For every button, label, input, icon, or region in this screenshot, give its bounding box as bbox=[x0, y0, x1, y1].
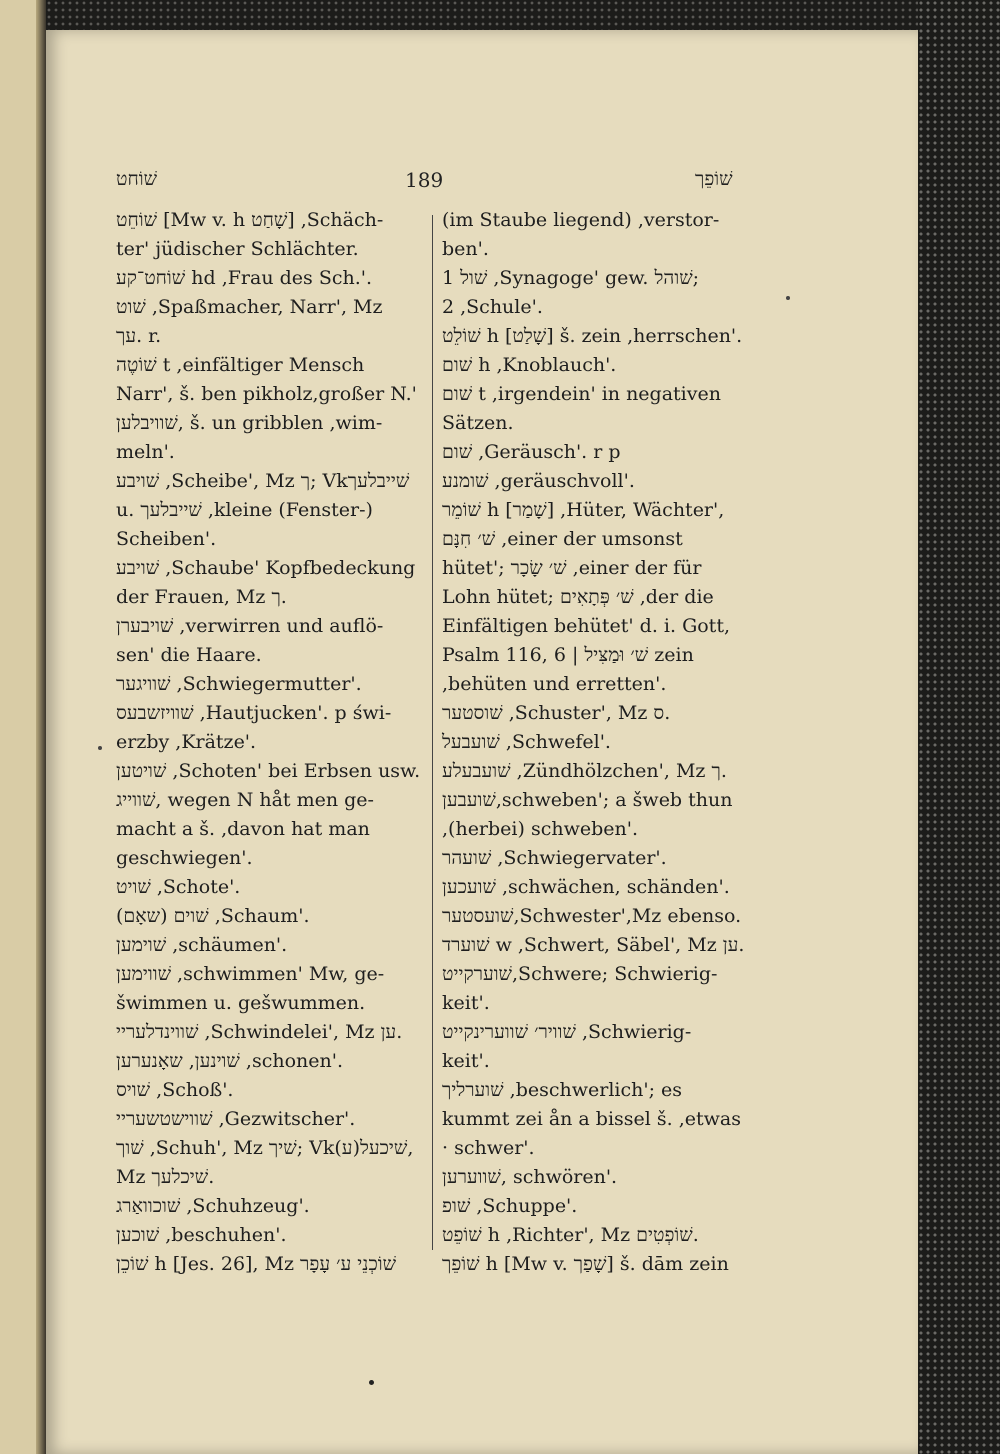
text-line: der Frauen, Mz ך. bbox=[116, 586, 287, 608]
text-line: שׁול 1 ,Synagoge' gew. שׁוהל; bbox=[442, 267, 700, 289]
text-line: שׁומנע ,geräuschvoll'. bbox=[442, 470, 635, 492]
text-line: שׁווישטשעריי ,Gezwitscher'. bbox=[116, 1108, 356, 1130]
text-line: שׁועכען ,schwächen, schänden'. bbox=[442, 876, 730, 898]
running-head-right: שׁוֹפֵך bbox=[695, 168, 733, 190]
text-line: שׁויט ,Schote'. bbox=[116, 876, 241, 898]
text-line: שׁופ ,Schuppe'. bbox=[442, 1195, 578, 1217]
text-line: שׁועבען,schweben'; a šweb thun bbox=[442, 789, 733, 811]
text-line: meln'. bbox=[116, 441, 175, 463]
text-line: ,behüten und erretten'. bbox=[442, 673, 667, 695]
book-cover-edge bbox=[918, 0, 1000, 1454]
text-line: שׁויבע ,Scheibe', Mz ך; Vkשׁייבלעך bbox=[116, 470, 410, 492]
text-line: שׁויס ,Schoß'. bbox=[116, 1079, 234, 1101]
text-line: šwimmen u. gešwummen. bbox=[116, 992, 366, 1014]
text-line: שׁוכוואַרג ,Schuhzeug'. bbox=[116, 1195, 310, 1217]
text-line: Narr', š. ben pikholz,großer N.' bbox=[116, 383, 417, 405]
text-line: שׁוויגער ,Schwiegermutter'. bbox=[116, 673, 362, 695]
text-line: שׁוים (שאָם) ,Schaum'. bbox=[116, 905, 310, 927]
text-line: erzby ,Krätze'. bbox=[116, 731, 257, 753]
text-line: macht a š. ,davon hat man bbox=[116, 818, 370, 840]
text-line: Mz שׁיכלעך. bbox=[116, 1166, 215, 1188]
column-divider bbox=[432, 215, 433, 1250]
text-line: שׁוויזשבעס ,Hautjucken'. p świ- bbox=[116, 702, 392, 724]
text-line: שׁווינדלעריי ,Schwindelei', Mz ען. bbox=[116, 1021, 403, 1043]
text-line: keit'. bbox=[442, 1050, 490, 1072]
text-line: Sätzen. bbox=[442, 412, 514, 434]
text-line: שׁוכען ,beschuhen'. bbox=[116, 1224, 287, 1246]
left-column bbox=[116, 206, 420, 1279]
text-line: שׁוך ,Schuh', Mz שׁיך; Vk(ע)שׁיכעל, bbox=[116, 1137, 414, 1159]
text-line: שׁוֹחט־קע hd ,Frau des Sch.'. bbox=[116, 267, 373, 289]
text-line: שׁוֹלֵט h [שָׁלַט] š. zein ,herrschen'. bbox=[442, 325, 743, 347]
text-line: שׁויבע ,Schaube' Kopfbedeckung bbox=[116, 557, 416, 579]
running-head-left: שׁוֹחט bbox=[116, 168, 158, 190]
text-line: ,(herbei) schweben'. bbox=[442, 818, 638, 840]
text-line: שׁום ,Geräusch'. r p bbox=[442, 441, 621, 463]
text-line: שׁוויר׳ שׁווערינקייט ,Schwierig- bbox=[442, 1021, 692, 1043]
text-line: שׁוֹמֵר h [שָׁמַר] ,Hüter, Wächter', bbox=[442, 499, 725, 521]
text-line: שׁוערקייט,Schwere; Schwierig- bbox=[442, 963, 718, 985]
text-line: Einfältigen behütet' d. i. Gott, bbox=[442, 615, 730, 637]
text-line: שׁוֹכֵן h [Jes. 26], Mz שׁוֹכְנֵי ע׳ עָפָר bbox=[116, 1253, 397, 1275]
text-line: ben'. bbox=[442, 238, 489, 260]
text-line: Lohn hütet; שׁ׳ פְּתָאִים ,der die bbox=[442, 586, 714, 608]
text-line: שׁועסטער,Schwester',Mz ebenso. bbox=[442, 905, 742, 927]
previous-page-edge bbox=[0, 0, 46, 1454]
text-line: שׁווערען, schwören'. bbox=[442, 1166, 618, 1188]
text-line: שׁווייג, wegen N håt men ge- bbox=[116, 789, 374, 811]
text-line: שׁום h ,Knoblauch'. bbox=[442, 354, 617, 376]
text-line: שׁוֹטֶה t ,einfältiger Mensch bbox=[116, 354, 365, 376]
text-line: · schwer'. bbox=[442, 1137, 535, 1159]
text-line: hütet'; שׁ׳ שָׂכָר ,einer der für bbox=[442, 557, 702, 579]
margin-mark bbox=[786, 296, 790, 300]
text-line: שׁווימען ,schwimmen' Mw, ge- bbox=[116, 963, 385, 985]
text-line: שׁועהר ,Schwiegervater'. bbox=[442, 847, 667, 869]
text-line: שׁוסטער ,Schuster', Mz ס. bbox=[442, 702, 671, 724]
text-line: (im Staube liegend) ,verstor- bbox=[442, 209, 720, 231]
text-line: שׁוויבלען, š. un gribblen ,wim- bbox=[116, 412, 383, 434]
text-line: Psalm 116, 6 | שׁ׳ וּמַצִּיל zein bbox=[442, 644, 694, 666]
text-line: שׁוֹפֵך h [Mw v. שָׁפַך] š. dām zein bbox=[442, 1253, 729, 1275]
text-line: שׁויבערן ,verwirren und auflö- bbox=[116, 615, 384, 637]
text-line: שׁוימען ,schäumen'. bbox=[116, 934, 288, 956]
text-line: שׁוינען, שאָנערען ,schonen'. bbox=[116, 1050, 344, 1072]
text-line: ter' jüdischer Schlächter. bbox=[116, 238, 359, 260]
text-line: kummt zei ån a bissel š. ,etwas bbox=[442, 1108, 741, 1130]
text-line: שׁועבעל ,Schwefel'. bbox=[442, 731, 611, 753]
margin-mark bbox=[98, 746, 102, 750]
text-line: u. שׁייבלעך ,kleine (Fenster-) bbox=[116, 499, 373, 521]
page-dot bbox=[369, 1380, 374, 1385]
text-line: Scheiben'. bbox=[116, 528, 217, 550]
text-line: שׁוֹפֵט h ,Richter', Mz שׁוֹפְטִים. bbox=[442, 1224, 699, 1246]
text-line: שׁום t ,irgendein' in negativen bbox=[442, 383, 721, 405]
text-line: שׁוערד w ,Schwert, Säbel', Mz ען. bbox=[442, 934, 745, 956]
text-line: keit'. bbox=[442, 992, 490, 1014]
text-line: עך. r. bbox=[116, 325, 162, 347]
text-line: sen' die Haare. bbox=[116, 644, 262, 666]
text-line: שׁוערליך ,beschwerlich'; es bbox=[442, 1079, 683, 1101]
text-line: שׁויטען ,Schoten' bei Erbsen usw. bbox=[116, 760, 421, 782]
text-line: 2 ,Schule'. bbox=[442, 296, 543, 318]
right-column bbox=[442, 206, 770, 1279]
text-line: שׁוט ,Spaßmacher, Narr', Mz bbox=[116, 296, 383, 318]
page-number: 189 bbox=[405, 168, 444, 192]
text-line: שׁ׳ חִנָּם ,einer der umsonst bbox=[442, 528, 683, 550]
text-line: שׁועבעלע ,Zündhölzchen', Mz ך. bbox=[442, 760, 727, 782]
book-top-edge bbox=[46, 0, 918, 30]
text-line: geschwiegen'. bbox=[116, 847, 253, 869]
text-line: שׁוֹחֵט [Mw v. h שָׁחַט] ,Schäch- bbox=[116, 209, 384, 231]
